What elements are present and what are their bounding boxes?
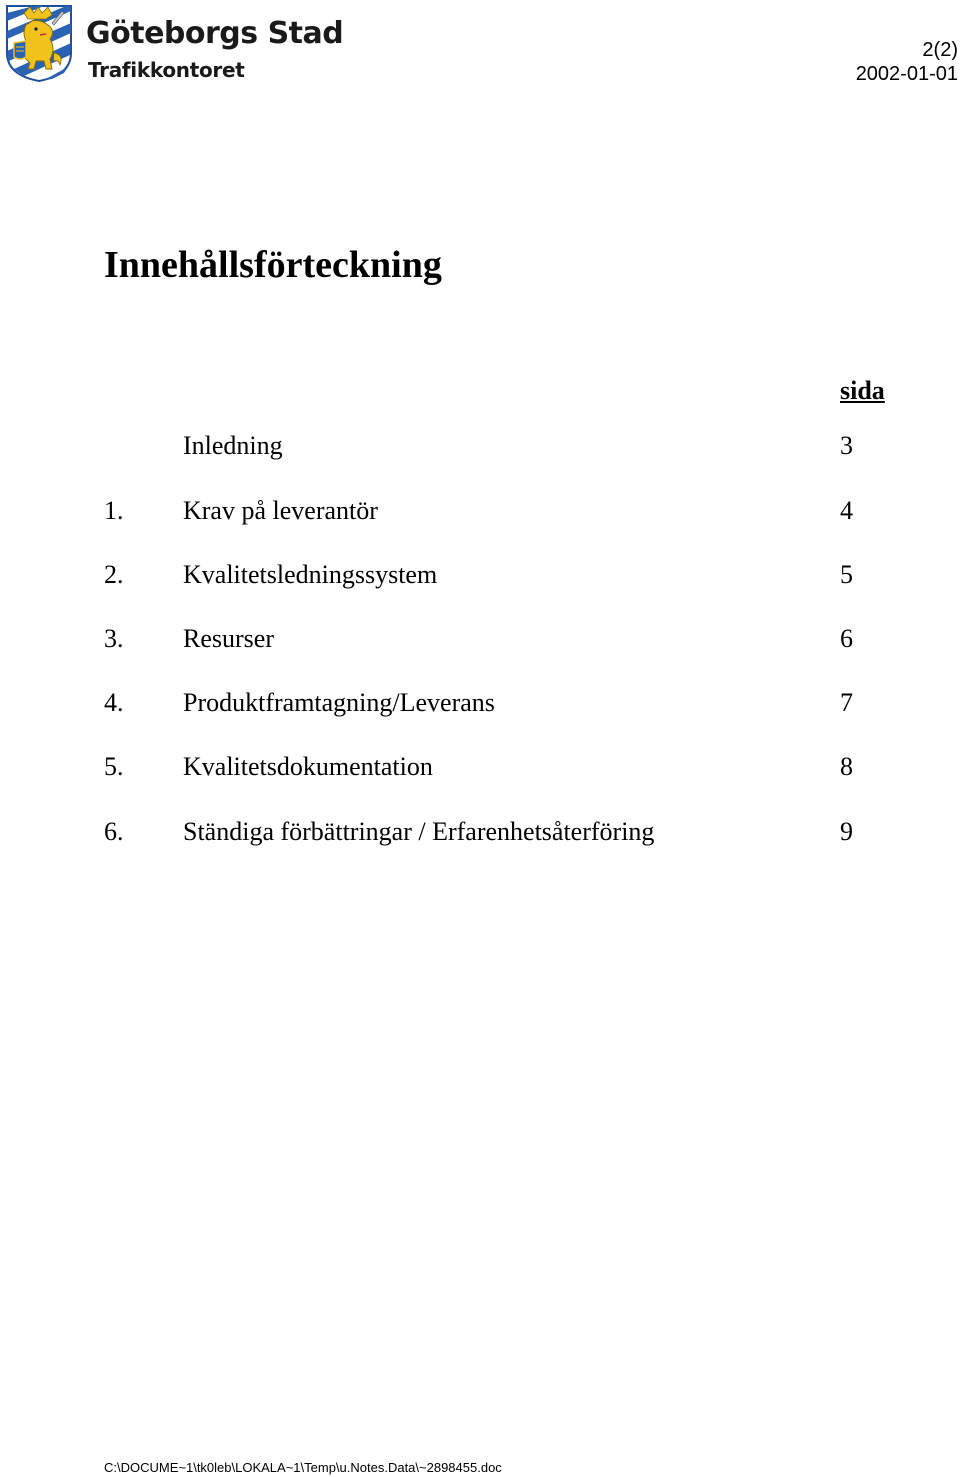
document-meta (856, 38, 958, 86)
toc-entry-number: 6. (104, 817, 124, 846)
document-date: 2002-01-01 (855, 63, 958, 85)
toc-entry-number: 4. (104, 688, 124, 717)
toc-entry-page: 6 (840, 624, 853, 653)
toc-entry-number: 2. (104, 560, 124, 589)
city-crest-icon (4, 3, 74, 83)
organization-name: Göteborgs Stad (86, 16, 344, 51)
toc-entry (0, 558, 960, 592)
toc-entry-label: Inledning (183, 431, 283, 460)
toc-entry-page: 9 (840, 817, 853, 846)
page-title: Innehållsförteckning (104, 244, 442, 286)
toc-entry-label: Kvalitetsdokumentation (183, 752, 433, 781)
toc-entry (0, 815, 960, 849)
toc-entry-page: 8 (840, 752, 853, 781)
toc-entry-page: 5 (840, 560, 853, 589)
toc-entry (0, 622, 960, 656)
toc-entry-number: 1. (104, 496, 124, 525)
toc-entry-label: Resurser (183, 624, 274, 653)
toc-entry-label: Krav på leverantör (183, 496, 378, 525)
toc-entry-page: 3 (840, 431, 853, 460)
page-number: 2(2) (922, 39, 958, 61)
toc-entry (0, 494, 960, 528)
page-column-header: sida (840, 376, 885, 405)
toc-entry (0, 750, 960, 784)
toc-entry (0, 429, 960, 463)
department-name: Trafikkontoret (88, 58, 245, 82)
toc-entry-page: 4 (840, 496, 853, 525)
toc-entry-label: Kvalitetsledningssystem (183, 560, 438, 589)
toc-entry-page: 7 (840, 688, 853, 717)
toc-entry (0, 686, 960, 720)
toc-entry-number: 3. (104, 624, 124, 653)
toc-entry-label: Ständiga förbättringar / Erfarenhetsåterföring (183, 817, 655, 846)
toc-entry-number: 5. (104, 752, 124, 781)
footer-file-path: C:\DOCUME~1\tk0leb\LOKALA~1\Temp\u.Notes.Data\~2898455.doc (104, 1460, 502, 1475)
organization-logo (4, 3, 344, 83)
toc-entry-label: Produktframtagning/Leverans (183, 688, 495, 717)
